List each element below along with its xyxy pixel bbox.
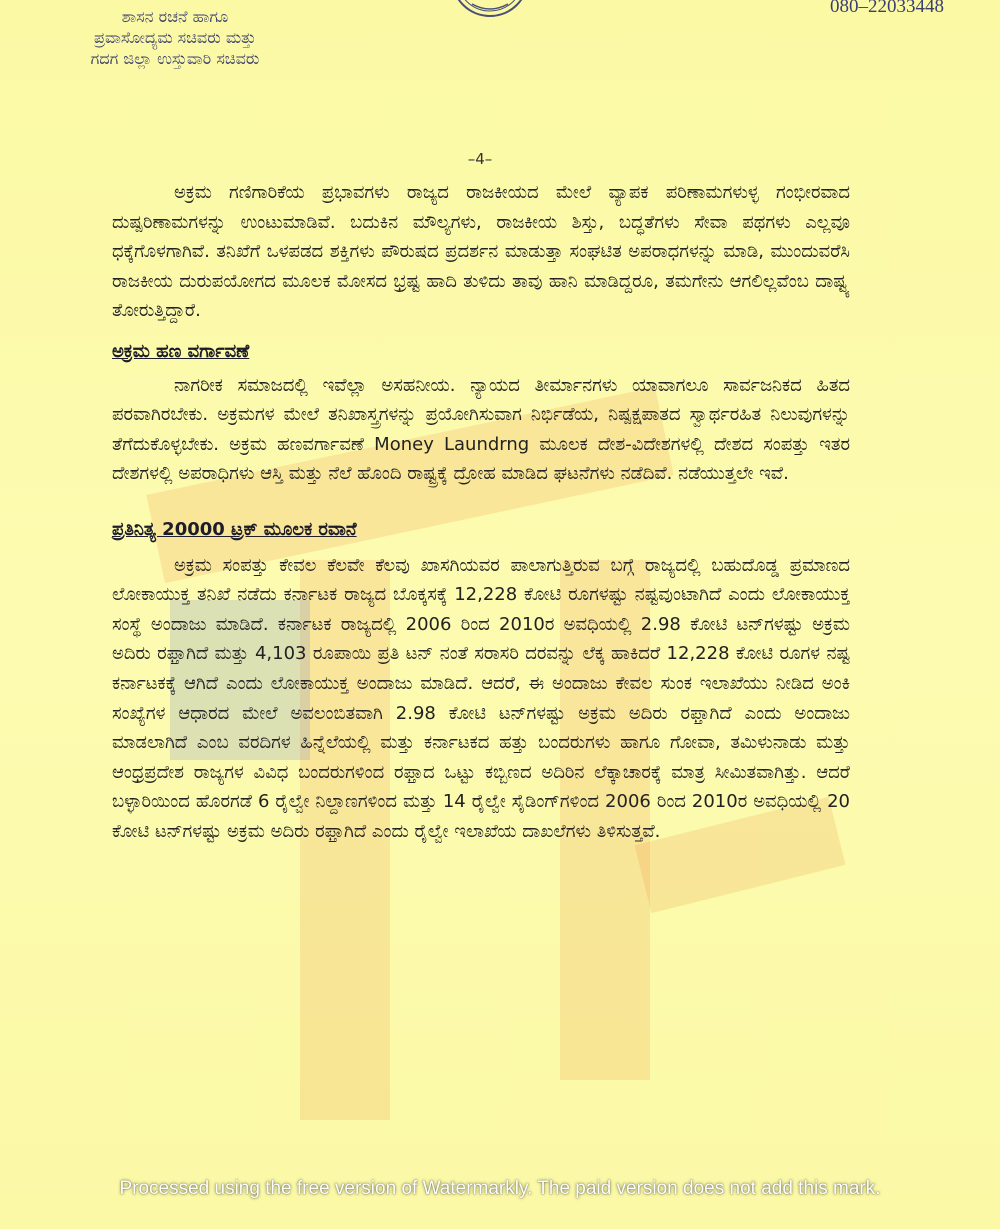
- letterhead-left: [50, 0, 300, 69]
- letterhead-line-2: ಪ್ರವಾಸೋದ್ಯಮ ಸಚಿವರು ಮತ್ತು: [94, 28, 256, 47]
- paragraph-1: ಅಕ್ರಮ ಗಣಿಗಾರಿಕೆಯ ಪ್ರಭಾವಗಳು ರಾಜ್ಯದ ರಾಜಕೀಯದ ಮೇಲೆ ವ್ಯಾಪಕ ಪರಿಣಾಮಗಳುಳ್ಳ ಗಂಭೀರವಾದ ದುಷ್ಪರಿಣಾಮಗಳನ್ನು ಉಂಟುಮಾಡಿವೆ. ಬದುಕಿನ ಮೌಲ್ಯಗಳು, ರಾಜಕೀಯ ಶಿಸ್ತು, ಬದ್ಧತೆಗಳು ಸೇವಾ ಪಥಗಳು ಎಲ್ಲವೂ ಧಕ್ಕೆಗೊಳಗಾಗಿವೆ. ತನಿಖೆಗೆ ಒಳಪಡದ ಶಕ್ತಿಗಳು ಪೌರುಷದ ಪ್ರದರ್ಶನ ಮಾಡುತ್ತಾ ಸಂಘಟಿತ ಅಪರಾಧಗಳನ್ನು ಮಾಡಿ, ಮುಂದುವರೆಸಿ ರಾಜಕೀಯ ದುರುಪಯೋಗದ ಮೂಲಕ ಮೋಸದ ಭ್ರಷ್ಟ ಹಾದಿ ತುಳಿದು ತಾವು ಹಾನಿ ಮಾಡಿದ್ದರೂ, ತಮಗೇನು ಆಗಲಿಲ್ಲವೆಂಬ ದಾಷ್ಟ್ಯ ತೋರುತ್ತಿದ್ದಾರೆ.: [112, 182, 851, 322]
- letterhead-line-1: ಶಾಸನ ರಚನೆ ಹಾಗೂ: [121, 7, 229, 26]
- section-heading-money-laundering: ಅಕ್ರಮ ಹಣ ವರ್ಗಾವಣೆ: [112, 340, 250, 362]
- paragraph-2: ನಾಗರೀಕ ಸಮಾಜದಲ್ಲಿ ಇವೆಲ್ಲಾ ಅಸಹನೀಯ. ನ್ಯಾಯದ ತೀರ್ಮಾನಗಳು ಯಾವಾಗಲೂ ಸಾರ್ವಜನಿಕದ ಹಿತದ ಪರವಾಗಿರಬೇಕು. ಅಕ್ರಮಗಳ ಮೇಲೆ ತನಿಖಾಸ್ತ್ರಗಳನ್ನು ಪ್ರಯೋಗಿಸುವಾಗ ನಿರ್ಭಿಡೆಯ, ನಿಷ್ಪಕ್ಷಪಾತದ ಸ್ವಾರ್ಥರಹಿತ ನಿಲುವುಗಳನ್ನು ತೆಗೆದುಕೊಳ್ಳಬೇಕು. ಅಕ್ರಮ ಹಣವರ್ಗಾವಣೆ Money Laundrng ಮೂಲಕ ದೇಶ-ವಿದೇಶಗಳಲ್ಲಿ ದೇಶದ ಸಂಪತ್ತು ಇತರ ದೇಶಗಳಲ್ಲಿ ಅಪರಾಧಿಗಳು ಆಸ್ತಿ ಮತ್ತು ನೆಲೆ ಹೊಂದಿ ರಾಷ್ಟ್ರಕ್ಕೆ ದ್ರೋಹ ಮಾಡಿದ ಘಟನೆಗಳು ನಡೆದಿವೆ. ನಡೆಯುತ್ತಲೇ ಇವೆ.: [112, 374, 850, 485]
- letterhead-line-3: ಗದಗ ಜಿಲ್ಲಾ ಉಸ್ತುವಾರಿ ಸಚಿವರು: [90, 49, 260, 68]
- section-heading-truck-transport: ಪ್ರತಿನಿತ್ಯ 20000 ಟ್ರಕ್ ಮೂಲಕ ರವಾನೆ: [112, 518, 357, 540]
- page-number: –4–: [467, 150, 493, 168]
- government-emblem-icon: [448, 0, 532, 18]
- phone-number: 080–22033448: [830, 0, 944, 17]
- watermark-notice: Processed using the free version of Watermarkly. The paid version does not add this mark.: [119, 1178, 881, 1199]
- document-body: [112, 178, 850, 846]
- paragraph-3: ಅಕ್ರಮ ಸಂಪತ್ತು ಕೇವಲ ಕೆಲವೇ ಕೆಲವು ಖಾಸಗಿಯವರ ಪಾಲಾಗುತ್ತಿರುವ ಬಗ್ಗೆ ರಾಜ್ಯದಲ್ಲಿ ಬಹುದೊಡ್ಡ ಪ್ರಮಾಣದ ಲೋಕಾಯುಕ್ತ ತನಿಖೆ ನಡೆದು ಕರ್ನಾಟಕ ರಾಜ್ಯದ ಬೊಕ್ಕಸಕ್ಕೆ 12,228 ಕೋಟಿ ರೂಗಳಷ್ಟು ನಷ್ಟವುಂಟಾಗಿದೆ ಎಂದು ಲೋಕಾಯುಕ್ತ ಸಂಸ್ಥೆ ಅಂದಾಜು ಮಾಡಿದೆ. ಕರ್ನಾಟಕ ರಾಜ್ಯದಲ್ಲಿ 2006 ರಿಂದ 2010ರ ಅವಧಿಯಲ್ಲಿ 2.98 ಕೋಟಿ ಟನ್‌ಗಳಷ್ಟು ಅಕ್ರಮ ಅದಿರು ರಫ್ತಾಗಿದೆ ಮತ್ತು 4,103 ರೂಪಾಯಿ ಪ್ರತಿ ಟನ್ ನಂತೆ ಸರಾಸರಿ ದರವನ್ನು ಲೆಕ್ಕ ಹಾಕಿದರೆ 12,228 ಕೋಟಿ ರೂಗಳ ನಷ್ಟ ಕರ್ನಾಟಕಕ್ಕೆ ಆಗಿದೆ ಎಂದು ಲೋಕಾಯುಕ್ತ ಅಂದಾಜು ಮಾಡಿದೆ. ಆದರೆ, ಈ ಅಂದಾಜು ಕೇವಲ ಸುಂಕ ಇಲಾಖೆಯು ನೀಡಿದ ಅಂಕಿ ಸಂಖ್ಯೆಗಳ ಆಧಾರದ ಮೇಲೆ ಅವಲಂಬಿತವಾಗಿ 2.98 ಕೋಟಿ ಟನ್‌ಗಳಷ್ಟು ಅಕ್ರಮ ಅದಿರು ರಫ್ತಾಗಿದೆ ಎಂದು ಅಂದಾಜು ಮಾಡಲಾಗಿದೆ ಎಂಬ ವರದಿಗಳ ಹಿನ್ನೆಲೆಯಲ್ಲಿ ಮತ್ತು ಕರ್ನಾಟಕದ ಹತ್ತು ಬಂದರುಗಳು ಹಾಗೂ ಗೋವಾ, ತಮಿಳುನಾಡು ಮತ್ತು ಆಂಧ್ರಪ್ರದೇಶ ರಾಜ್ಯಗಳ ವಿವಿಧ ಬಂದರುಗಳಿಂದ ರಫ್ತಾದ ಒಟ್ಟು ಕಬ್ಬಿಣದ ಅದಿರಿನ ಲೆಕ್ಕಾಚಾರಕ್ಕೆ ಮಾತ್ರ ಸೀಮಿತವಾಗಿತ್ತು. ಆದರೆ ಬಳ್ಳಾರಿಯಿಂದ ಹೊರಗಡೆ 6 ರೈಲ್ವೇ ನಿಲ್ದಾಣಗಳಿಂದ ಮತ್ತು 14 ರೈಲ್ವೇ ಸೈಡಿಂಗ್‌ಗಳಿಂದ 2006 ರಿಂದ 2010ರ ಅವಧಿಯಲ್ಲಿ 20 ಕೋಟಿ ಟನ್‌ಗಳಷ್ಟು ಅಕ್ರಮ ಅದಿರು ರಫ್ತಾಗಿದೆ ಎಂದು ರೈಲ್ವೇ ಇಲಾಖೆಯ ದಾಖಲೆಗಳು ತಿಳಿಸುತ್ತವೆ.: [112, 554, 850, 842]
